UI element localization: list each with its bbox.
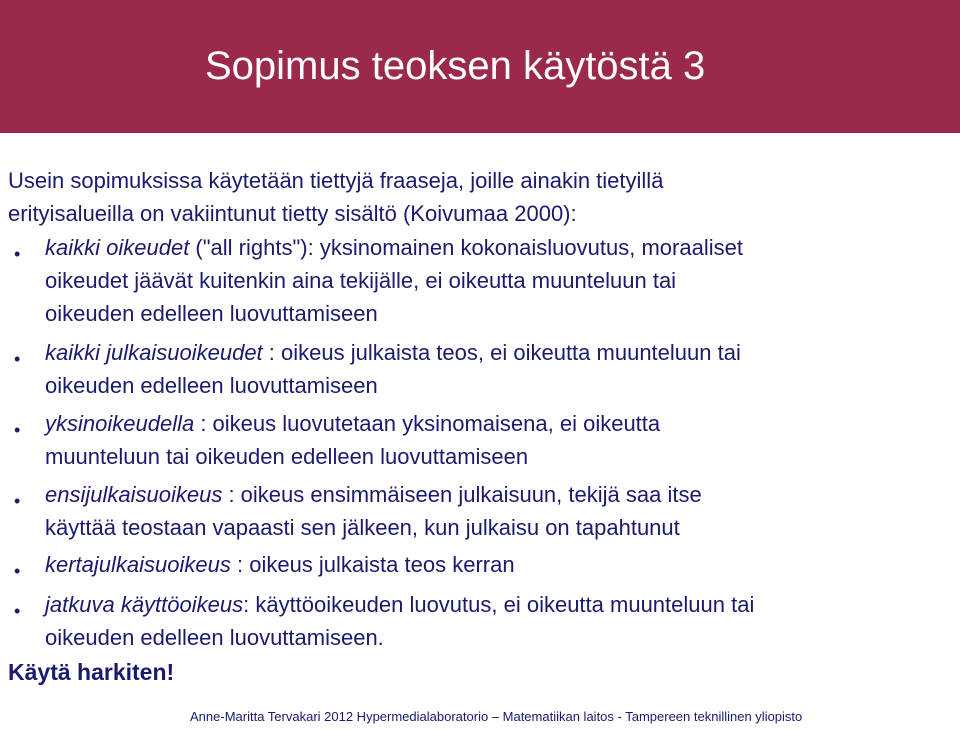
intro-line: Usein sopimuksissa käytetään tiettyjä fraaseja, joille ainakin tietyillä	[8, 168, 664, 193]
bullet-term: yksinoikeudella	[45, 411, 195, 436]
bullet-text: : oikeus julkaista teos kerran	[230, 552, 515, 577]
bullet-item-yksinoikeudella	[14, 407, 960, 473]
bullet-item-jatkuva-kayttooikeus	[14, 588, 960, 654]
bullet-line	[45, 588, 960, 621]
bullet-text: : oikeus luovutetaan yksinomaisena, ei oikeutta	[194, 411, 661, 436]
bullet-text: : oikeus julkaista teos, ei oikeutta muunteluun tai	[262, 340, 741, 365]
bullet-line	[45, 231, 960, 264]
title-bar	[0, 0, 960, 133]
bullet-line	[45, 548, 960, 581]
bullet-term: kertajulkaisuoikeus	[45, 552, 231, 577]
bullet-dot-icon: •	[14, 244, 21, 264]
bullet-line: oikeudet jäävät kuitenkin aina tekijälle, ei oikeutta muunteluun tai	[45, 268, 677, 293]
bullet-line: muunteluun tai oikeuden edelleen luovuttamiseen	[45, 444, 529, 469]
bullet-dot-icon: •	[14, 561, 21, 581]
bullet-term: kaikki oikeudet	[45, 235, 190, 260]
bullet-line	[45, 336, 960, 369]
bullet-term: ensijulkaisuoikeus	[45, 482, 223, 507]
bullet-dot-icon: •	[14, 601, 21, 621]
intro-paragraph	[8, 164, 663, 230]
slide-title: Sopimus teoksen käytöstä 3	[205, 44, 706, 88]
bullet-text: : oikeus ensimmäiseen julkaisuun, tekijä saa itse	[222, 482, 702, 507]
bullet-line: oikeuden edelleen luovuttamiseen.	[45, 625, 384, 650]
bullet-line: oikeuden edelleen luovuttamiseen	[45, 301, 378, 326]
bullet-line	[45, 478, 960, 511]
bullet-line: käyttää teostaan vapaasti sen jälkeen, kun julkaisu on tapahtunut	[45, 515, 680, 540]
bullet-term: jatkuva käyttöoikeus	[45, 592, 244, 617]
bullet-dot-icon: •	[14, 349, 21, 369]
bullet-line	[45, 407, 960, 440]
bullet-item-ensijulkaisuoikeus	[14, 478, 960, 544]
bullet-dot-icon: •	[14, 420, 21, 440]
bullet-item-kaikki-julkaisuoikeudet	[14, 336, 960, 402]
bullet-line: oikeuden edelleen luovuttamiseen	[45, 373, 378, 398]
bullet-item-kaikki-oikeudet	[14, 231, 960, 330]
closing-remark: Käytä harkiten!	[8, 659, 175, 685]
bullet-item-kertajulkaisuoikeus	[14, 548, 960, 581]
bullet-text: ("all rights"): yksinomainen kokonaisluovutus, moraaliset	[189, 235, 743, 260]
slide-footer: Anne-Maritta Tervakari 2012 Hypermedialaboratorio – Matematiikan laitos - Tampereen teknillinen yliopisto	[190, 709, 803, 724]
bullet-dot-icon: •	[14, 491, 21, 511]
bullet-term: kaikki julkaisuoikeudet	[45, 340, 263, 365]
bullet-text: : käyttöoikeuden luovutus, ei oikeutta muunteluun tai	[243, 592, 755, 617]
intro-line: erityisalueilla on vakiintunut tietty sisältö (Koivumaa 2000):	[8, 201, 577, 226]
